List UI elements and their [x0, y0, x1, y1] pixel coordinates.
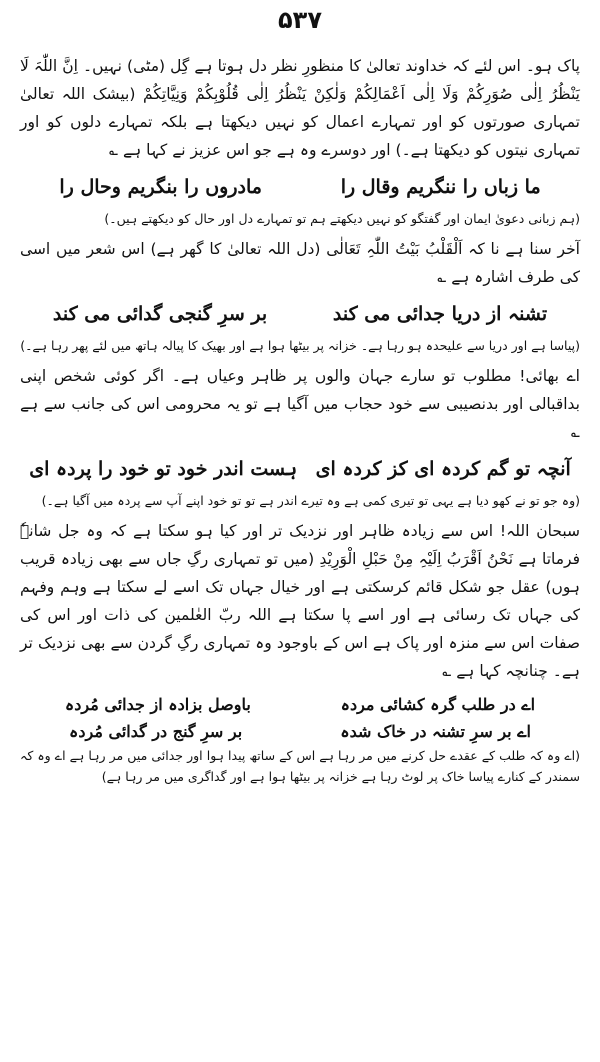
- paragraph: آخر سنا ہے نا کہ اَلْقَلْبُ بَیْتُ اللّٰہِ تَعَالٰی (دل اللہ تعالیٰ کا گھر ہے) اس شعر میں اسی کی طرف اشارہ ہے ؎: [20, 240, 580, 286]
- verse-line-left: ہست اندر خود تو خود را پردہ ای: [29, 458, 298, 480]
- paragraph: اے بھائی! مطلوب تو سارے جہان والوں پر ظاہر وعیاں ہے۔ اگر کوئی شخص اپنی بداقبالی اور بدنصیبی سے خود حجاب میں آگیا ہے تو یہ محرومی اس کی جانب سے ہے ؎: [20, 367, 580, 441]
- translation-note: (پیاسا ہے اور دریا سے علیحدہ ہو رہا ہے۔ خزانہ پر بیٹھا ہوا ہے اور بھیک کا پیالہ ہاتھ میں لئے پھر رہا ہے۔): [20, 338, 580, 353]
- verse-line-right: اے بر سرِ تشنہ در خاک شدہ: [340, 722, 531, 741]
- verse-line-left: بر سرِ گنج در گدائی مُردہ: [69, 722, 243, 741]
- verse-line-right: اے در طلب گرہ کشائی مردہ: [340, 695, 536, 714]
- verse-couplet: [20, 452, 580, 486]
- verse-couplet: [20, 718, 580, 745]
- verse-line-right: ما زباں را ننگریم وقال را: [340, 176, 541, 198]
- verse-line-left: بر سرِ گنجی گدائی می کند: [52, 303, 268, 325]
- translation-note: (ہم زبانی دعویٰ ایمان اور گفتگو کو نہیں دیکھتے ہم تو تمہارے دل اور حال کو دیکھتے ہیں۔): [104, 211, 580, 226]
- verse-line-left: مادروں را بنگریم وحال را: [59, 176, 262, 198]
- verse-couplet: [20, 170, 580, 204]
- verse-line-right: آنچہ تو گم کردہ ای کز کردہ ای: [315, 458, 571, 480]
- verse-couplet: [20, 691, 580, 718]
- verse-line-left: باوصل بزادہ از جدائی مُردہ: [64, 695, 251, 714]
- translation-note: (اے وہ کہ طلب کے عقدے حل کرنے میں مر رہا ہے اس کے ساتھ پیدا ہوا اور جدائی میں مر رہا ہے اے وہ کہ سمندر کے کنارے پیاسا خاک پر لوٹ رہا ہے خزانہ پر بیٹھا ہوا ہے اور گداگری میں مر رہا ہے): [20, 748, 580, 784]
- page-content: [20, 52, 580, 793]
- page-number: ۵۳۷: [278, 6, 322, 34]
- verse-line-right: تشنہ از دریا جدائی می کند: [332, 303, 548, 325]
- paragraph: پاک ہو۔ اس لئے کہ خداوند تعالیٰ کا منظورِ نظر دل ہوتا ہے گِل (مٹی) نہیں۔ اِنَّ اللّٰہَ لَا یَنْظُرُ اِلٰی صُوَرِکُمْ وَلَا اِلٰی اَعْمَالِکُمْ وَلٰکِنْ یَنْظُرُ اِلٰی قُلُوْبِکُمْ وَنِیَّاتِکُمْ (بیشک اللہ تعالیٰ تمہاری صورتوں کو اور تمہارے اعمال کو نہیں دیکھتا ہے بلکہ تمہارے دلوں کو اور تمہاری نیتوں کو دیکھتا ہے۔) اور دوسرے وہ ہے جو اس عزیز نے کہا ہے ؎: [20, 57, 580, 159]
- verse-couplet: [20, 297, 580, 331]
- translation-note: (وہ جو تو نے کھو دیا ہے یہی تو تیری کمی ہے وہ تیرے اندر ہے تو تو خود اپنے آپ سے پردہ میں آگیا ہے۔): [41, 493, 580, 508]
- paragraph: سبحان اللہ! اس سے زیادہ ظاہر اور نزدیک تر اور کیا ہو سکتا ہے کہ وہ جل شانہٗ فرماتا ہے نَحْنُ اَقْرَبُ اِلَیْہِ مِنْ حَبْلِ الْوَرِیْدِ (میں تو تمہاری رگِ جاں سے بھی زیادہ قریب ہوں) عقل جو شکل قائم کرسکتی ہے اور خیال جہاں تک اسے لے سکتا ہے وہم وفہم کی جہاں تک رسائی ہے اور اسے پا سکتا ہے اللہ ربّ العٰلمین کی ذات اور اس کی صفات اس سے منزہ اور پاک ہے اس کے باوجود وہ تمہاری رگِ گردن سے بھی نزدیک تر ہے۔ چنانچہ کہا ہے ؎: [20, 522, 580, 680]
